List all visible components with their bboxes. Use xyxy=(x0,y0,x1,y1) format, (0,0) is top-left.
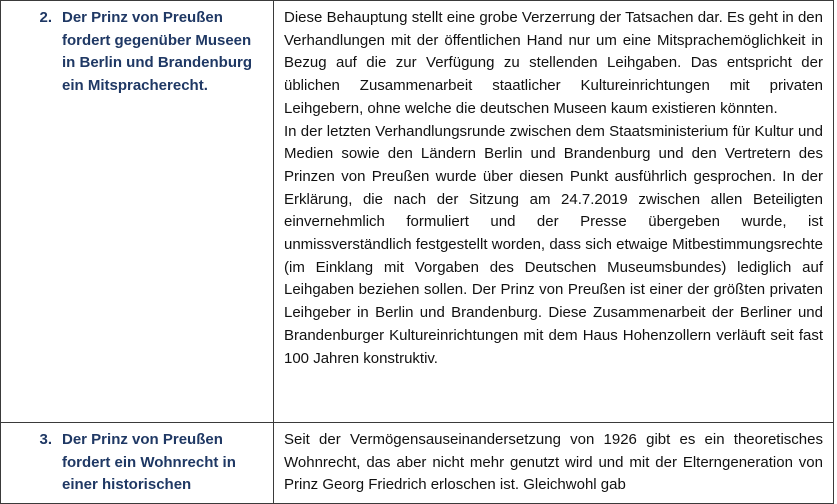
table-row xyxy=(1,423,834,504)
table-row xyxy=(1,1,834,423)
claim-heading xyxy=(1,1,273,97)
answer-paragraph: In der letzten Verhandlungsrunde zwischen dem Staatsministerium für Kultur und Medien sowie den Ländern Berlin und Brandenburg und den Vertretern des Prinzen von Preußen wurde über diesen Punkt ausführlich gesprochen. In der Erklärung, die nach der Sitzung am 24.7.2019 zwischen allen Beteiligten einvernehmlich formuliert und der Presse übergeben wurde, ist unmissverständlich festgestellt worden, dass sich etwaige Mitbestimmungsrechte (im Einklang mit Vorgaben des Deutschen Museumsbundes) lediglich auf Leihgaben beziehen sollen. Der Prinz von Preußen ist einer der größten privaten Leihgeber in Berlin und Brandenburg. Diese Zusammenarbeit der Berliner und Brandenburger Kultureinrichtungen mit dem Haus Hohenzollern verläuft seit fast 100 Jahren konstruktiv. xyxy=(284,122,823,367)
claim-text: Der Prinz von Preußen fordert ein Wohnrecht in einer historischen xyxy=(62,431,236,493)
answer-cell xyxy=(274,1,834,423)
claim-number: 2. xyxy=(39,9,52,26)
claim-text: Der Prinz von Preußen fordert gegenüber Museen in Berlin und Brandenburg ein Mitspracherecht. xyxy=(62,9,252,94)
claim-number: 3. xyxy=(39,431,52,448)
answer-text xyxy=(274,1,833,370)
claim-cell xyxy=(1,423,274,504)
answer-paragraph: Seit der Vermögensauseinandersetzung von 1926 gibt es ein theoretisches Wohnrecht, das aber nicht mehr genutzt wird und mit der Elterngeneration von Prinz Georg Friedrich erloschen ist. Gleichwohl gab xyxy=(284,431,823,494)
answer-paragraph: Diese Behauptung stellt eine grobe Verzerrung der Tatsachen dar. Es geht in den Verhandlungen mit der öffentlichen Hand nur um eine Mitsprachemöglichkeit in Bezug auf die zur Verfügung zu stellenden Leihgaben. Das entspricht der üblichen Zusammenarbeit staatlicher Kultureinrichtungen mit privaten Leihgebern, ohne welche die deutschen Museen kaum existieren könnten. xyxy=(284,9,823,117)
claim-heading xyxy=(1,423,273,497)
answer-cell xyxy=(274,423,834,504)
answer-text xyxy=(274,423,833,497)
claim-cell xyxy=(1,1,274,423)
